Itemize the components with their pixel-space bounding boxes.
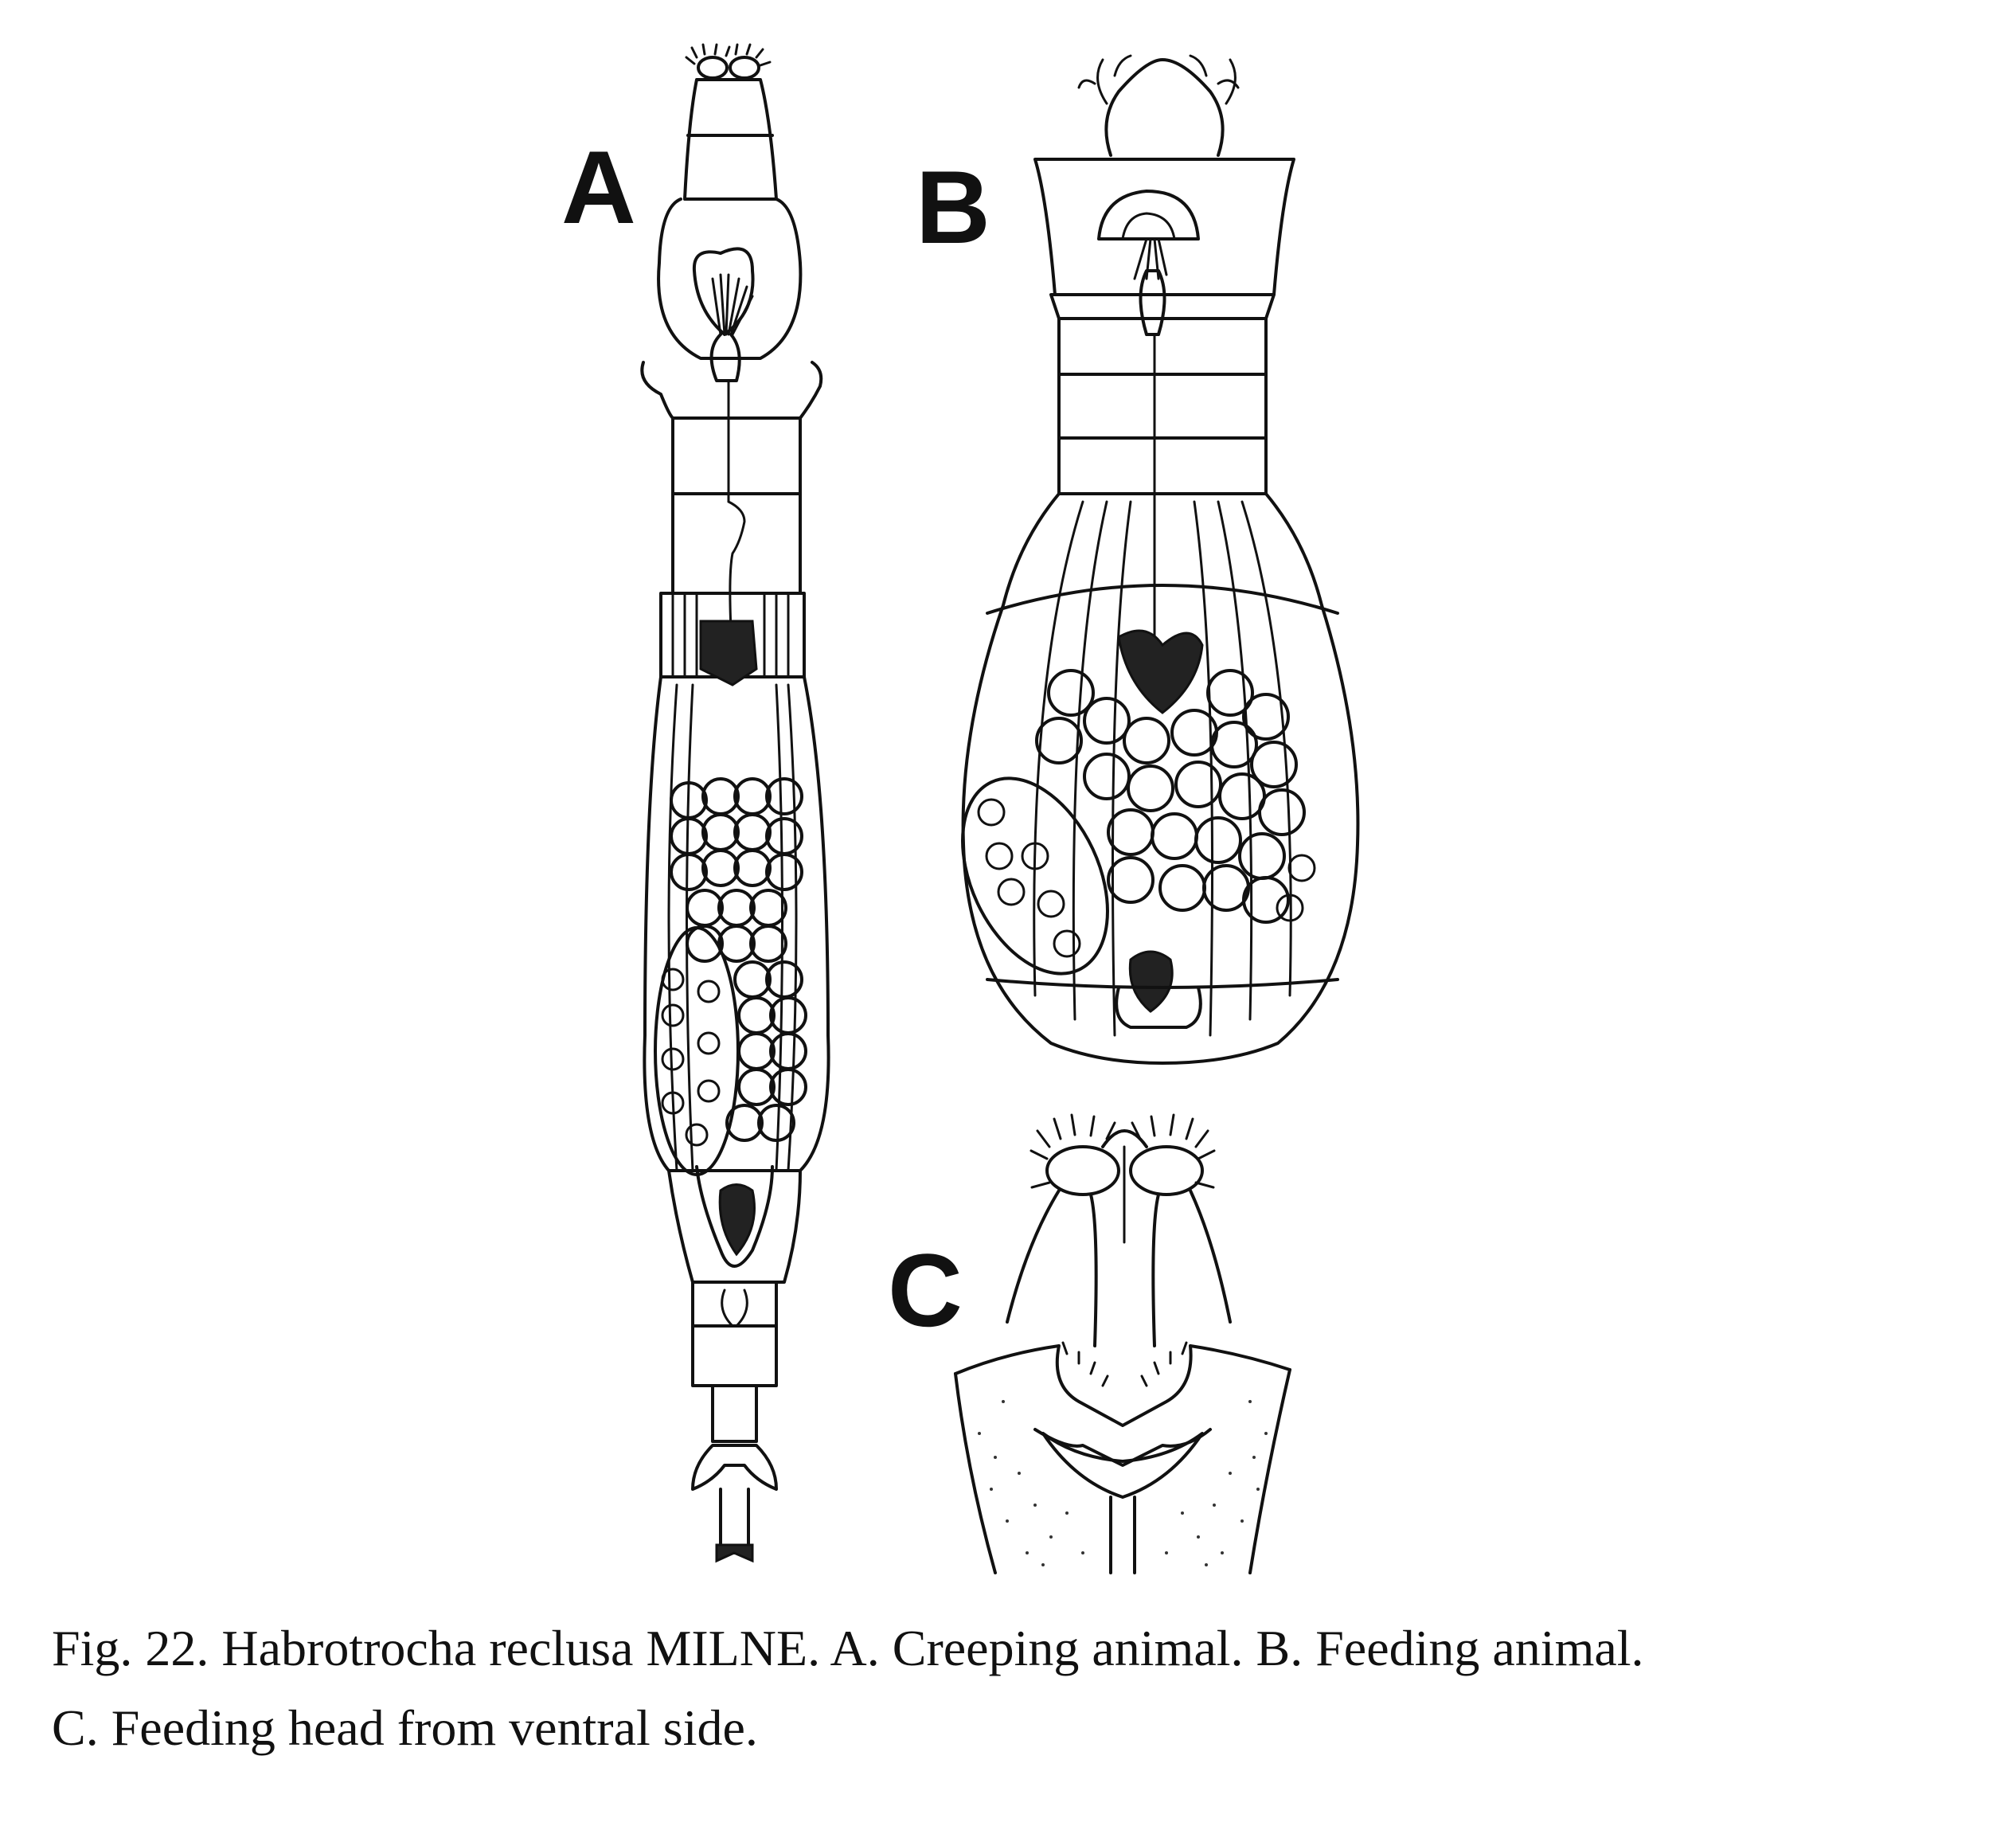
panel-label-a: A	[561, 129, 636, 245]
yolk-cells-b	[979, 671, 1315, 956]
corona-a	[686, 45, 770, 78]
drawing-b-feeding-animal	[934, 56, 1358, 1063]
drawing-a-creeping-animal	[642, 45, 828, 1561]
figure-caption	[52, 1609, 1995, 1768]
drawing-c-feeding-head	[955, 1115, 1290, 1573]
caption-line-1: Fig. 22. Habrotrocha reclusa MILNE. A. Creeping animal. B. Feeding animal.	[52, 1620, 1644, 1676]
panel-label-b: B	[916, 149, 990, 265]
caption-line-2: C. Feeding head from ventral side.	[52, 1699, 758, 1756]
yolk-cells-a	[662, 779, 806, 1145]
panel-label-c: C	[888, 1232, 963, 1348]
